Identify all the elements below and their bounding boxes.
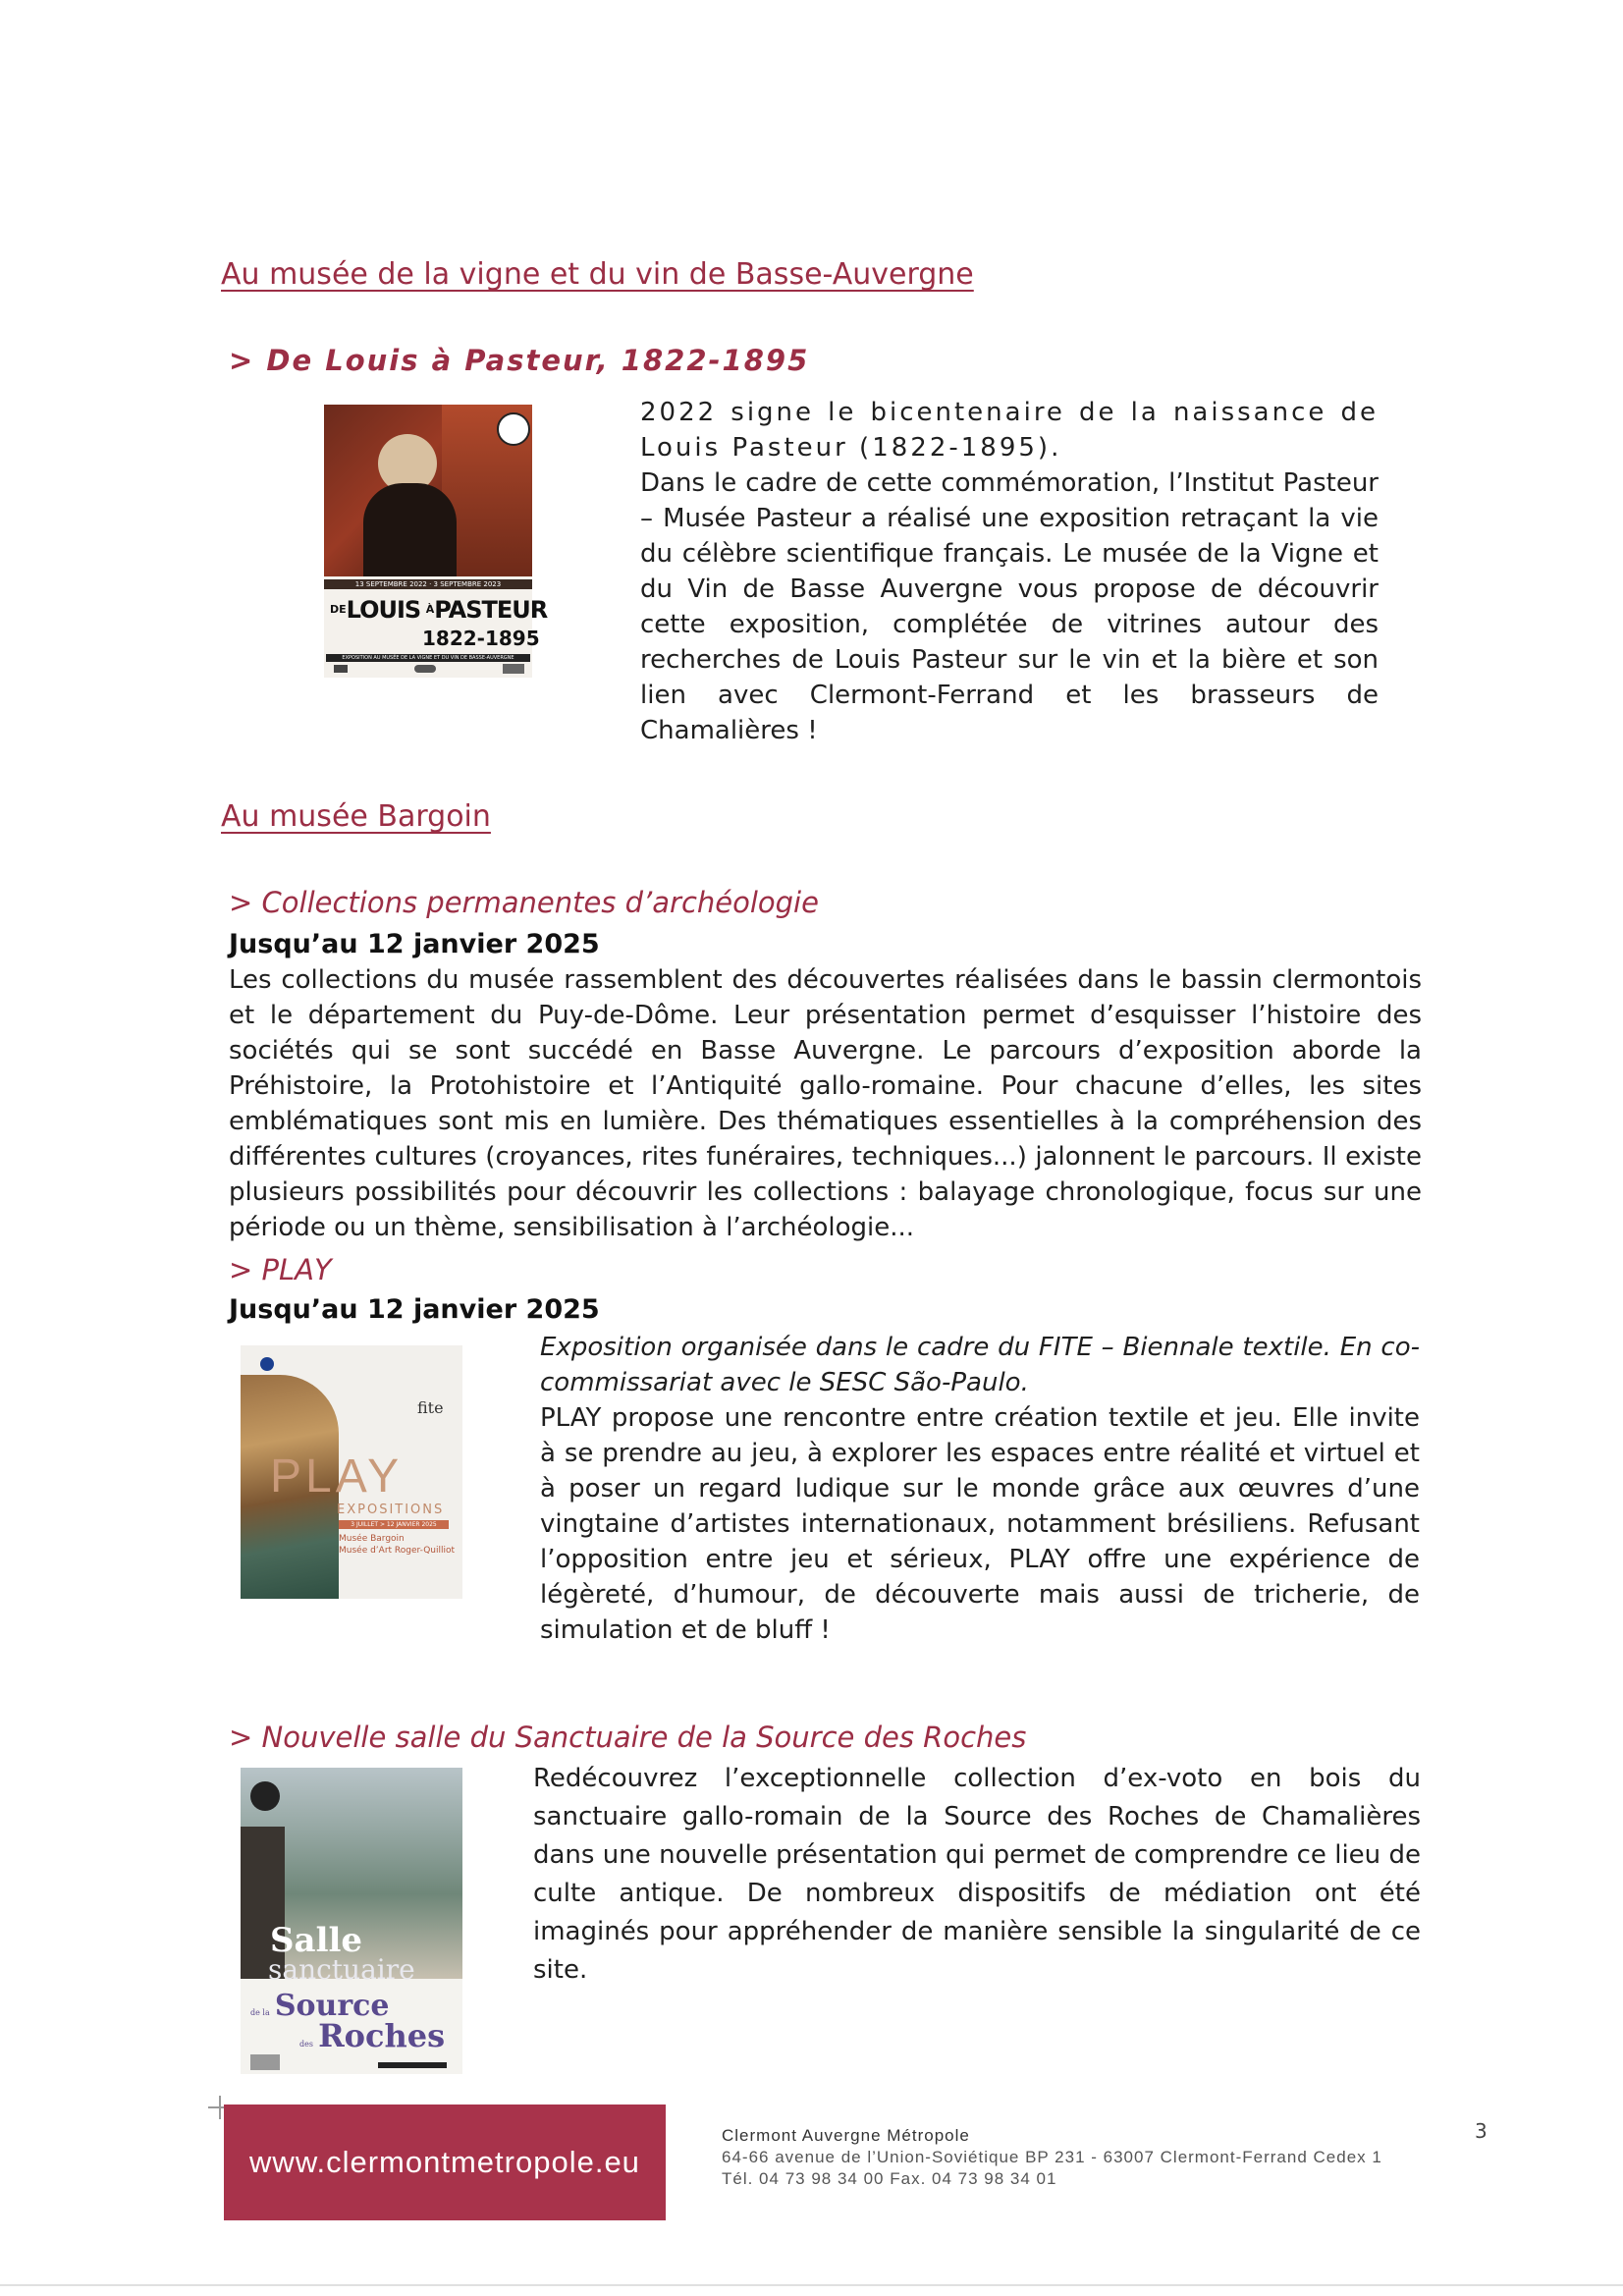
- footer-org-name: Clermont Auvergne Métropole: [722, 2126, 970, 2145]
- exhibit-date-play: Jusqu’au 12 janvier 2025: [229, 1294, 600, 1325]
- play-description: [540, 1330, 1420, 1648]
- poster-title-louis: LOUIS: [346, 596, 421, 624]
- play-intro: Exposition organisée dans le cadre du FITE – Biennale textile. En co-commissariat avec le SESC São-Paulo.: [540, 1333, 1420, 1397]
- poster-sanctuaire-small-2: des: [299, 2040, 313, 2049]
- poster-title-pasteur: PASTEUR: [434, 596, 548, 624]
- poster-play-subtitle: EXPOSITIONS: [337, 1503, 445, 1517]
- poster-play-venue-2: Musée d’Art Roger-Quilliot: [339, 1546, 456, 1556]
- poster-play-brand: fite: [417, 1398, 444, 1417]
- exhibit-date-archeologie: Jusqu’au 12 janvier 2025: [229, 929, 600, 959]
- partner-logo-icon: [414, 665, 436, 673]
- poster-play-band: 3 JUILLET > 12 JANVIER 2025: [339, 1520, 449, 1529]
- partner-logo-icon: [503, 664, 524, 674]
- exhibit-title-archeologie: > Collections permanentes d’archéologie: [229, 886, 819, 919]
- sanctuaire-description: Redécouvrez l’exceptionnelle collection d’ex-voto en bois du sanctuaire gallo-romain de la Source des Roches de Chamalières dans une nouvelle présentation qui permet de comprendre ce lieu de culte antique. De nombreux dispositifs de médiation ont été imaginés pour appréhender de manière sensible la singularité de ce site.: [533, 1764, 1421, 1985]
- archeologie-description: Les collections du musée rassemblent des découvertes réalisées dans le bassin clermontois et le département du Puy-de-Dôme. Leur présentation permet d’esquisser l’histoire des sociétés qui se sont succédé en Basse Auvergne. Le parcours d’exposition aborde la Préhistoire, la Protohistoire et l’Antiquité gallo-romaine. Pour chacune d’elles, les sites emblématiques sont mis en lumière. Des thématiques essentielles à la compréhension des différentes cultures (croyances, rites funéraires, techniques...) jalonnent le parcours. Il existe plusieurs possibilités pour découvrir les collections : balayage chronologique, focus sur une période ou un thème, sensibilisation à l’archéologie...: [229, 965, 1422, 1242]
- partner-logo-icon: [378, 2062, 447, 2068]
- partner-logo-icon: [250, 2054, 280, 2070]
- exhibit-title-pasteur: > De Louis à Pasteur, 1822-1895: [229, 344, 810, 377]
- anniversary-badge-icon: [497, 412, 530, 446]
- pasteur-description: [640, 395, 1379, 748]
- poster-sanctuaire-line-2: sanctuaire: [268, 1953, 415, 1986]
- poster-sanctuaire-line-4: Roches: [318, 2017, 446, 2054]
- pasteur-intro: 2022 signe le bicentenaire de la naissance de Louis Pasteur (1822-1895).: [640, 398, 1379, 463]
- poster-play: [241, 1345, 462, 1599]
- poster-title-de: DE: [330, 603, 347, 616]
- poster-play-title: PLAY: [270, 1450, 404, 1503]
- play-body: PLAY propose une rencontre entre création textile et jeu. Elle invite à se prendre au jeu, à explorer les espaces entre réalité et virtuel et à poser un regard ludique sur le monde grâce aux œuvres d’une vingtaine d’artistes internationaux, notamment brésiliens. Refusant l’opposition entre jeu et sérieux, PLAY offre une expérience de légèreté, d’humour, de découverte mais aussi de tricherie, de simulation et de bluff !: [540, 1403, 1420, 1645]
- footer-address: 64-66 avenue de l’Union-Soviétique BP 231 - 63007 Clermont-Ferrand Cedex 1: [722, 2148, 1382, 2166]
- poster-caption: EXPOSITION AU MUSÉE DE LA VIGNE ET DU VIN DE BASSE-AUVERGNE: [326, 654, 530, 662]
- poster-sanctuaire-small-1: de la: [250, 2008, 270, 2017]
- section-title-bargoin: Au musée Bargoin: [221, 799, 491, 834]
- poster-title-a: À: [425, 603, 435, 616]
- page-number: 3: [1475, 2119, 1488, 2143]
- poster-sanctuaire: [241, 1768, 462, 2074]
- poster-years: 1822-1895: [422, 627, 540, 650]
- footer-phone: Tél. 04 73 98 34 00 Fax. 04 73 98 34 01: [722, 2169, 1057, 2188]
- partner-logo-icon: [334, 665, 348, 673]
- footer-banner: [224, 2105, 666, 2220]
- poster-louis-pasteur: [324, 405, 548, 678]
- section-title-vigne: Au musée de la vigne et du vin de Basse-Auvergne: [221, 257, 974, 292]
- exhibit-title-play: > PLAY: [229, 1253, 332, 1286]
- poster-sanctuaire-line-3: Source: [274, 1989, 390, 2023]
- pasteur-body: Dans le cadre de cette commémoration, l’Institut Pasteur – Musée Pasteur a réalisé une exposition retraçant la vie du célèbre scientifique français. Le musée de la Vigne et du Vin de Basse Auvergne vous propose de découvrir cette exposition, complétée de vitrines autour des recherches de Louis Pasteur sur le vin et la bière et son lien avec Clermont-Ferrand et les brasseurs de Chamalières !: [640, 468, 1379, 745]
- poster-portrait-body: [363, 483, 457, 576]
- exhibit-badge-icon: [250, 1781, 280, 1811]
- poster-play-venue-1: Musée Bargoin: [339, 1534, 405, 1544]
- poster-dates: 13 SEPTEMBRE 2022 · 3 SEPTEMBRE 2023: [324, 579, 532, 589]
- exhibit-title-sanctuaire: > Nouvelle salle du Sanctuaire de la Source des Roches: [229, 1721, 1027, 1754]
- page-edge-line: [0, 2284, 1623, 2286]
- footer-website[interactable]: www.clermontmetropole.eu: [249, 2145, 640, 2179]
- city-logo-icon: [260, 1357, 274, 1371]
- poster-sanctuaire-line-1: Salle: [270, 1921, 363, 1960]
